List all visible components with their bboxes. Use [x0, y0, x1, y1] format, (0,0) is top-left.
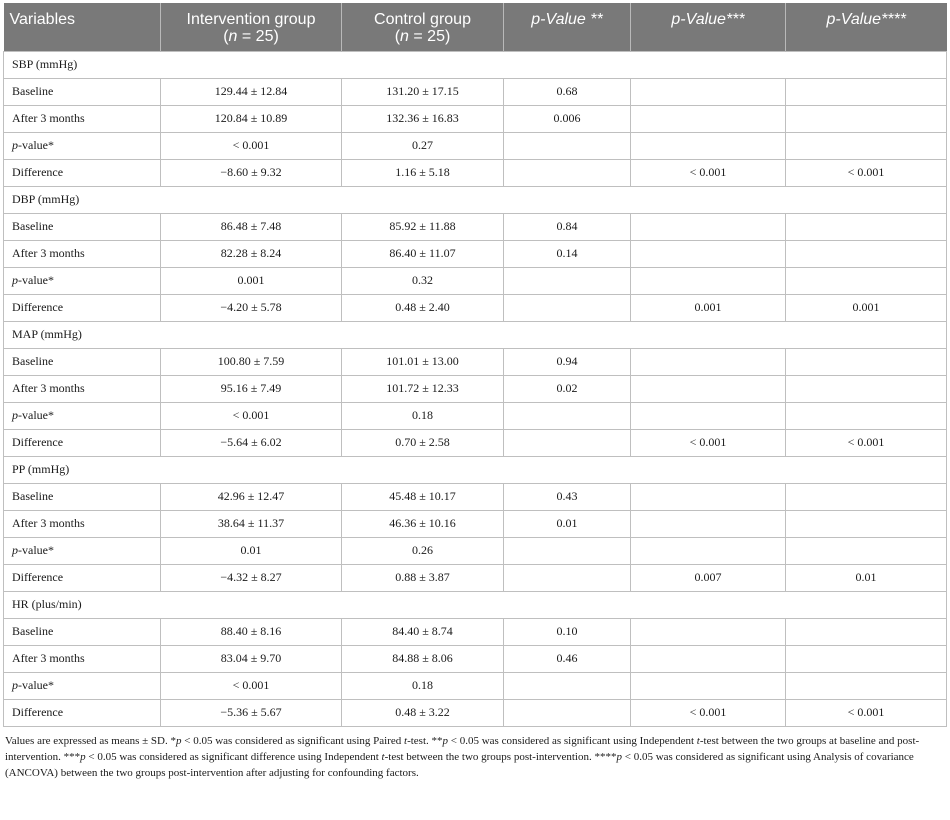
section-title: PP (mmHg) [4, 456, 947, 483]
row-label-text: Baseline [12, 489, 54, 503]
p-value-2-cell [504, 564, 631, 591]
row-label-text: After 3 months [12, 381, 85, 395]
footnote-segment: < 0.05 was considered as significant using Analysis of covariance (ANCOVA) between the two groups post-intervention after adjusting for confounding factors. [5, 750, 914, 779]
header-control-n-var: n [400, 28, 409, 45]
p-value-2-cell [504, 402, 631, 429]
section-title: MAP (mmHg) [4, 321, 947, 348]
p-value-2-cell [504, 294, 631, 321]
control-cell: 85.92 ± 11.88 [342, 213, 504, 240]
intervention-cell: 0.01 [161, 537, 342, 564]
section-row [4, 456, 947, 483]
header-intervention-label: Intervention group [186, 11, 316, 28]
header-p3-prefix: p [671, 11, 681, 28]
table-row [4, 159, 947, 186]
p-value-4-cell: < 0.001 [786, 699, 947, 726]
footnote-segment: t [404, 734, 408, 747]
row-label [4, 672, 161, 699]
row-label [4, 483, 161, 510]
p-value-2-cell: 0.43 [504, 483, 631, 510]
row-label-text: -value* [18, 408, 54, 422]
row-label-text: -value* [18, 273, 54, 287]
intervention-cell: −4.32 ± 8.27 [161, 564, 342, 591]
row-label-text: Baseline [12, 84, 54, 98]
header-intervention [161, 3, 342, 51]
header-p-value-2 [504, 3, 631, 51]
control-cell: 84.40 ± 8.74 [342, 618, 504, 645]
control-cell: 0.70 ± 2.58 [342, 429, 504, 456]
row-label-text: Difference [12, 705, 64, 719]
p-value-3-cell [631, 402, 786, 429]
p-value-4-cell: < 0.001 [786, 159, 947, 186]
row-label [4, 537, 161, 564]
intervention-cell: −5.36 ± 5.67 [161, 699, 342, 726]
section-title: HR (plus/min) [4, 591, 947, 618]
row-label [4, 402, 161, 429]
table-row [4, 105, 947, 132]
table-row [4, 537, 947, 564]
intervention-cell: 88.40 ± 8.16 [161, 618, 342, 645]
row-label [4, 618, 161, 645]
table-row [4, 294, 947, 321]
p-value-2-cell [504, 537, 631, 564]
p-value-3-cell [631, 618, 786, 645]
control-cell: 132.36 ± 16.83 [342, 105, 504, 132]
section-row [4, 591, 947, 618]
table-row [4, 267, 947, 294]
intervention-cell: 86.48 ± 7.48 [161, 213, 342, 240]
row-label [4, 348, 161, 375]
header-p2-prefix: p [531, 11, 541, 28]
table-row [4, 375, 947, 402]
table-row [4, 510, 947, 537]
intervention-cell: 83.04 ± 9.70 [161, 645, 342, 672]
p-value-2-cell [504, 429, 631, 456]
section-title: DBP (mmHg) [4, 186, 947, 213]
header-p4-suffix: -Value**** [835, 11, 906, 28]
p-value-3-cell [631, 483, 786, 510]
footnote-segment: t [381, 750, 385, 763]
footnote-segment: Values are expressed as means ± SD. * [5, 734, 176, 747]
row-label [4, 564, 161, 591]
control-cell: 0.32 [342, 267, 504, 294]
p-value-4-cell [786, 483, 947, 510]
row-label [4, 78, 161, 105]
p-value-4-cell [786, 645, 947, 672]
table-row [4, 672, 947, 699]
header-control-n-rest: = 25) [408, 28, 451, 45]
control-cell: 0.27 [342, 132, 504, 159]
header-p2-suffix: -Value ** [540, 11, 603, 28]
control-cell: 101.01 ± 13.00 [342, 348, 504, 375]
p-value-2-cell [504, 672, 631, 699]
p-value-3-cell: 0.001 [631, 294, 786, 321]
row-label [4, 105, 161, 132]
table-row [4, 240, 947, 267]
control-cell: 131.20 ± 17.15 [342, 78, 504, 105]
intervention-cell: 95.16 ± 7.49 [161, 375, 342, 402]
p-value-4-cell [786, 672, 947, 699]
p-value-2-cell: 0.68 [504, 78, 631, 105]
section-row [4, 51, 947, 78]
header-intervention-n-open: ( [223, 28, 229, 45]
row-label-text: Baseline [12, 624, 54, 638]
table-row [4, 78, 947, 105]
p-value-4-cell [786, 510, 947, 537]
p-value-2-cell [504, 159, 631, 186]
intervention-cell: 38.64 ± 11.37 [161, 510, 342, 537]
row-label-prefix: p [12, 138, 18, 152]
p-value-2-cell: 0.006 [504, 105, 631, 132]
control-cell: 101.72 ± 12.33 [342, 375, 504, 402]
p-value-2-cell [504, 132, 631, 159]
section-title: SBP (mmHg) [4, 51, 947, 78]
row-label [4, 375, 161, 402]
row-label-text: Baseline [12, 354, 54, 368]
control-cell: 0.26 [342, 537, 504, 564]
p-value-2-cell: 0.46 [504, 645, 631, 672]
row-label [4, 699, 161, 726]
row-label [4, 213, 161, 240]
row-label [4, 645, 161, 672]
footnote-segment: < 0.05 was considered as significant difference using Independent [85, 750, 382, 763]
results-table [3, 3, 947, 727]
row-label-text: After 3 months [12, 651, 85, 665]
footnote-segment: < 0.05 was considered as significant using Paired [181, 734, 404, 747]
table-body [4, 51, 947, 726]
p-value-3-cell [631, 537, 786, 564]
header-intervention-n-rest: = 25) [237, 28, 279, 45]
control-cell: 45.48 ± 10.17 [342, 483, 504, 510]
row-label-prefix: p [12, 408, 18, 422]
p-value-4-cell [786, 78, 947, 105]
p-value-4-cell [786, 132, 947, 159]
p-value-2-cell: 0.10 [504, 618, 631, 645]
row-label [4, 267, 161, 294]
header-variables-label: Variables [9, 11, 76, 28]
table-row [4, 699, 947, 726]
intervention-cell: −4.20 ± 5.78 [161, 294, 342, 321]
p-value-2-cell: 0.02 [504, 375, 631, 402]
p-value-3-cell [631, 348, 786, 375]
p-value-2-cell: 0.84 [504, 213, 631, 240]
row-label [4, 159, 161, 186]
header-p3-suffix: -Value*** [680, 11, 745, 28]
table-row [4, 402, 947, 429]
table-header [4, 3, 947, 51]
intervention-cell: 129.44 ± 12.84 [161, 78, 342, 105]
row-label-text: -value* [18, 138, 54, 152]
row-label-prefix: p [12, 543, 18, 557]
control-cell: 0.18 [342, 402, 504, 429]
row-label [4, 429, 161, 456]
footnote-segment: -test between the two groups post-intervention. **** [384, 750, 617, 763]
intervention-cell: < 0.001 [161, 672, 342, 699]
row-label-text: Difference [12, 435, 64, 449]
row-label-text: Difference [12, 165, 64, 179]
p-value-4-cell: < 0.001 [786, 429, 947, 456]
p-value-4-cell [786, 402, 947, 429]
p-value-4-cell [786, 240, 947, 267]
footnote-segment: p [176, 734, 182, 747]
intervention-cell: 0.001 [161, 267, 342, 294]
table-row [4, 429, 947, 456]
intervention-cell: < 0.001 [161, 402, 342, 429]
table-row [4, 564, 947, 591]
p-value-3-cell [631, 672, 786, 699]
p-value-2-cell [504, 699, 631, 726]
control-cell: 0.88 ± 3.87 [342, 564, 504, 591]
row-label [4, 510, 161, 537]
row-label [4, 294, 161, 321]
table-row [4, 348, 947, 375]
header-p-value-3 [631, 3, 786, 51]
p-value-4-cell [786, 618, 947, 645]
table-row [4, 483, 947, 510]
table-row [4, 618, 947, 645]
intervention-cell: 100.80 ± 7.59 [161, 348, 342, 375]
p-value-3-cell [631, 510, 786, 537]
row-label-text: -value* [18, 543, 54, 557]
row-label-text: Difference [12, 570, 64, 584]
p-value-4-cell [786, 105, 947, 132]
control-cell: 1.16 ± 5.18 [342, 159, 504, 186]
p-value-3-cell: < 0.001 [631, 159, 786, 186]
intervention-cell: 120.84 ± 10.89 [161, 105, 342, 132]
footnote-segment: -test. ** [407, 734, 443, 747]
p-value-3-cell [631, 240, 786, 267]
intervention-cell: −5.64 ± 6.02 [161, 429, 342, 456]
table-container [3, 3, 946, 781]
control-cell: 0.48 ± 3.22 [342, 699, 504, 726]
header-p-value-4 [786, 3, 947, 51]
p-value-3-cell [631, 645, 786, 672]
row-label-prefix: p [12, 273, 18, 287]
table-row [4, 645, 947, 672]
p-value-2-cell: 0.94 [504, 348, 631, 375]
footnote-segment: -test between the two groups at baseline and post-intervention. *** [5, 734, 920, 763]
control-cell: 84.88 ± 8.06 [342, 645, 504, 672]
p-value-4-cell: 0.01 [786, 564, 947, 591]
table-row [4, 132, 947, 159]
footnote-segment: p [442, 734, 449, 747]
control-cell: 86.40 ± 11.07 [342, 240, 504, 267]
row-label-text: After 3 months [12, 246, 85, 260]
header-control-label: Control group [374, 11, 471, 28]
p-value-3-cell: < 0.001 [631, 699, 786, 726]
p-value-3-cell [631, 132, 786, 159]
p-value-4-cell [786, 213, 947, 240]
p-value-2-cell: 0.01 [504, 510, 631, 537]
intervention-cell: −8.60 ± 9.32 [161, 159, 342, 186]
row-label-prefix: p [12, 678, 18, 692]
p-value-4-cell [786, 267, 947, 294]
control-cell: 46.36 ± 10.16 [342, 510, 504, 537]
p-value-3-cell: 0.007 [631, 564, 786, 591]
intervention-cell: 42.96 ± 12.47 [161, 483, 342, 510]
row-label-text: After 3 months [12, 516, 85, 530]
p-value-3-cell [631, 267, 786, 294]
footnote-segment: t [696, 734, 700, 747]
row-label-text: -value* [18, 678, 54, 692]
header-intervention-n-var: n [228, 28, 238, 45]
p-value-3-cell [631, 78, 786, 105]
header-row [4, 3, 947, 51]
row-label [4, 240, 161, 267]
section-row [4, 321, 947, 348]
table-footnote [3, 733, 945, 781]
p-value-3-cell [631, 375, 786, 402]
header-control-n-open: ( [394, 28, 401, 45]
row-label [4, 132, 161, 159]
section-row [4, 186, 947, 213]
row-label-text: Difference [12, 300, 64, 314]
header-variables [4, 3, 161, 51]
header-control [342, 3, 504, 51]
p-value-4-cell [786, 537, 947, 564]
footnote-segment: p [616, 750, 622, 763]
header-p4-prefix: p [826, 11, 836, 28]
row-label-text: Baseline [12, 219, 54, 233]
footnote-segment: p [80, 750, 86, 763]
intervention-cell: < 0.001 [161, 132, 342, 159]
p-value-2-cell: 0.14 [504, 240, 631, 267]
p-value-4-cell: 0.001 [786, 294, 947, 321]
footnote-segment: < 0.05 was considered as significant using Independent [448, 734, 697, 747]
p-value-3-cell: < 0.001 [631, 429, 786, 456]
p-value-4-cell [786, 348, 947, 375]
control-cell: 0.18 [342, 672, 504, 699]
table-row [4, 213, 947, 240]
intervention-cell: 82.28 ± 8.24 [161, 240, 342, 267]
row-label-text: After 3 months [12, 111, 85, 125]
p-value-2-cell [504, 267, 631, 294]
p-value-3-cell [631, 213, 786, 240]
p-value-3-cell [631, 105, 786, 132]
control-cell: 0.48 ± 2.40 [342, 294, 504, 321]
p-value-4-cell [786, 375, 947, 402]
